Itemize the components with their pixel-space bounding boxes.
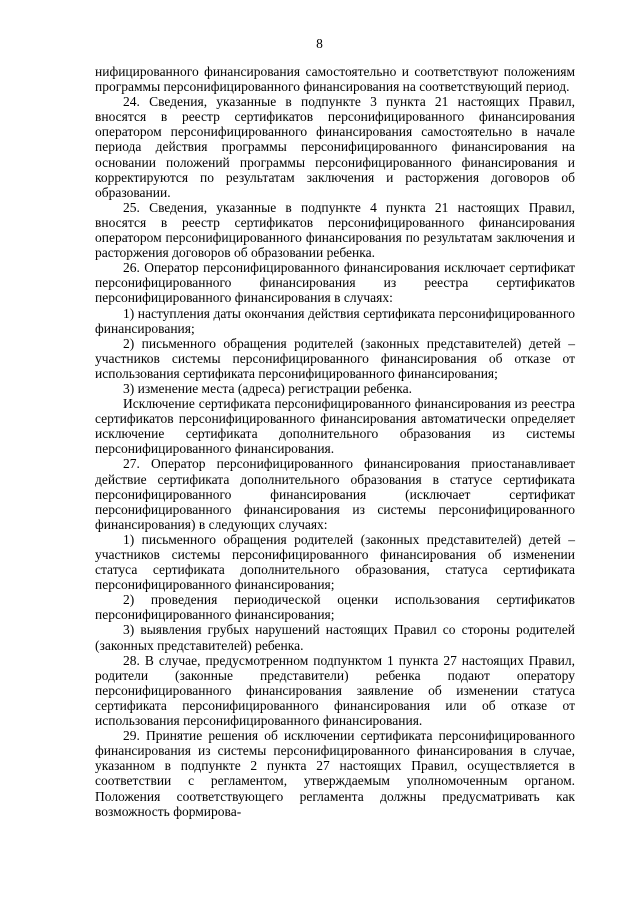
paragraph: 29. Принятие решения об исключении сертификата персонифицированного финансирования из системы персонифицированного финансирования в случае, указанном в подпункте 2 пункта 27 настоящих Правил, осуществляется в соответствии с регламентом, утверждаемым уполномоченным органом. Положения соответствующего регламента должны предусматривать как возможность формирова- <box>95 728 575 819</box>
list-item: 2) письменного обращения родителей (законных представителей) детей – участников системы персонифицированного финансирования об отказе от использования сертификата персонифицированного финансирования; <box>95 335 575 381</box>
paragraph: нифицированного финансирования самостоятельно и соответствуют положениям программы персонифицированного финансирования на соответствующий период. <box>95 64 575 95</box>
list-item: 2) проведения периодической оценки использования сертификатов персонифицированного финансирования; <box>95 592 575 623</box>
paragraph: 25. Сведения, указанные в подпункте 4 пункта 21 настоящих Правил, вносятся в реестр сертификатов персонифицированного финансирования оператором персонифицированного финансирования по результатам заключения и расторжения договоров об образовании ребенка. <box>95 199 575 261</box>
list-item: 3) выявления грубых нарушений настоящих Правил со стороны родителей (законных представителей) ребенка. <box>95 622 575 653</box>
paragraph: 28. В случае, предусмотренном подпунктом 1 пункта 27 настоящих Правил, родители (законные представители) ребенка подают оператору персонифицированного финансирования заявление об изменении статуса сертификата персонифицированного финансирования или об отказе от использования персонифицированного финансирования. <box>95 652 575 729</box>
list-item: 1) наступления даты окончания действия сертификата персонифицированного финансирования; <box>95 305 575 336</box>
page-number: 8 <box>316 36 323 51</box>
list-item: 3) изменение места (адреса) регистрации ребенка. <box>123 380 413 396</box>
paragraph: Исключение сертификата персонифицированного финансирования из реестра сертификатов персонифицированного финансирования автоматически определяет исключение сертификата дополнительного образования из системы персонифицированного финансирования. <box>95 396 575 457</box>
paragraph: 27. Оператор персонифицированного финансирования приостанавливает действие сертификата дополнительного образования в статусе сертификата персонифицированного финансирования (исключает сертификат персонифицированного финансирования из системы персонифицированного финансирования) в следующих случаях: <box>95 456 575 532</box>
paragraph: 24. Сведения, указанные в подпункте 3 пункта 21 настоящих Правил, вносятся в реестр сертификатов персонифицированного финансирования оператором персонифицированного финансирования самостоятельно в начале периода действия программы персонифицированного финансирования на основании положений программы персонифицированного финансирования и корректируются по результатам заключения и расторжения договоров об образовании. <box>95 94 575 200</box>
list-item: 1) письменного обращения родителей (законных представителей) детей – участников системы персонифицированного финансирования об изменении статуса сертификата дополнительного образования, статуса сертификата персонифицированного финансирования; <box>95 531 575 593</box>
document-body <box>95 64 575 819</box>
paragraph: 26. Оператор персонифицированного финансирования исключает сертификат персонифицированного финансирования из реестра сертификатов персонифицированного финансирования в случаях: <box>95 260 575 306</box>
